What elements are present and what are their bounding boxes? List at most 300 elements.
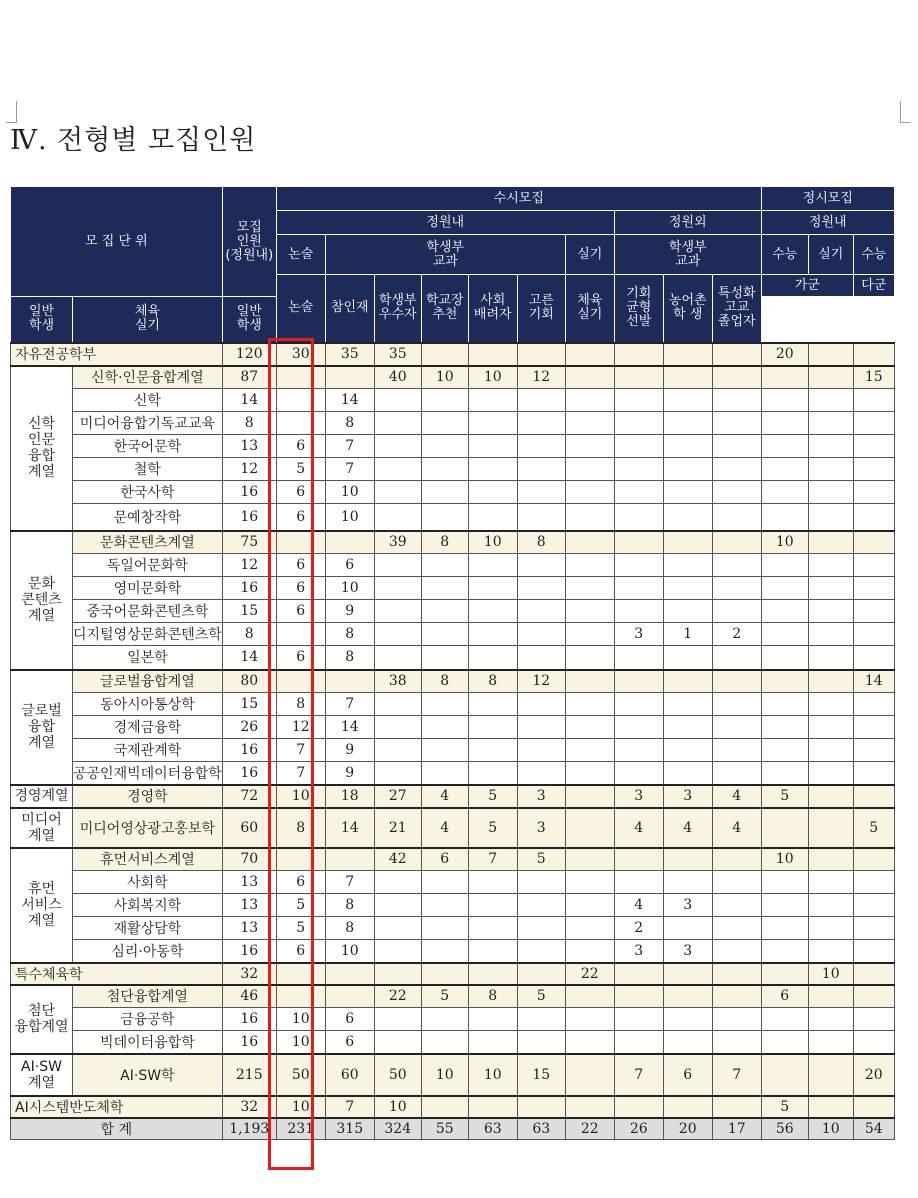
value-cell [374, 1031, 421, 1054]
value-cell [517, 389, 565, 412]
value-cell [374, 716, 421, 739]
value-cell [565, 670, 614, 693]
value-cell [374, 871, 421, 894]
value-cell [712, 481, 761, 504]
value-cell: 10 [276, 785, 325, 808]
header-col-2: 학생부 우수자 [374, 275, 421, 343]
value-cell [468, 389, 517, 412]
value-cell [808, 366, 853, 389]
unit-label: 빅데이터융합학 [73, 1031, 223, 1054]
value-cell [614, 670, 663, 693]
value-cell [712, 1008, 761, 1031]
value-cell [712, 504, 761, 531]
value-cell [663, 554, 712, 577]
value-cell [853, 785, 894, 808]
unit-label: 미디어융합기독교교육 [73, 412, 223, 435]
value-cell [468, 871, 517, 894]
value-cell [517, 1031, 565, 1054]
value-cell [712, 343, 761, 366]
header-col-6: 체육 실기 [565, 275, 614, 343]
group-label: 휴먼 서비스 계열 [11, 848, 73, 963]
total-value: 54 [853, 1118, 894, 1140]
value-cell [421, 762, 468, 785]
value-cell: 14 [325, 808, 374, 848]
value-cell: 9 [325, 739, 374, 762]
value-cell [517, 554, 565, 577]
page-title: Ⅳ. 전형별 모집인원 [10, 125, 257, 156]
value-cell [421, 481, 468, 504]
value-cell: 5 [421, 985, 468, 1008]
value-cell [761, 600, 808, 623]
value-cell [853, 762, 894, 785]
table-row [11, 716, 895, 739]
value-cell [517, 716, 565, 739]
value-cell: 35 [374, 343, 421, 366]
value-cell [565, 894, 614, 917]
value-cell [853, 389, 894, 412]
total-value: 315 [325, 1118, 374, 1140]
total-value: 63 [517, 1118, 565, 1140]
table-row [11, 808, 895, 848]
value-cell [712, 1096, 761, 1118]
value-cell [565, 389, 614, 412]
value-cell: 5 [276, 894, 325, 917]
value-cell [421, 1008, 468, 1031]
value-cell: 8 [325, 646, 374, 670]
quota-cell: 75 [222, 531, 276, 554]
value-cell [712, 739, 761, 762]
value-cell: 15 [517, 1054, 565, 1096]
value-cell [808, 871, 853, 894]
table-row [11, 412, 895, 435]
value-cell: 7 [325, 871, 374, 894]
value-cell [761, 646, 808, 670]
value-cell: 30 [276, 343, 325, 366]
value-cell [517, 940, 565, 963]
value-cell [374, 481, 421, 504]
value-cell [565, 554, 614, 577]
value-cell [712, 894, 761, 917]
value-cell [808, 435, 853, 458]
header-gagun: 가군 [761, 275, 853, 297]
value-cell [663, 600, 712, 623]
table-row [11, 600, 895, 623]
value-cell [468, 762, 517, 785]
value-cell [853, 848, 894, 871]
value-cell [614, 848, 663, 871]
value-cell [374, 762, 421, 785]
total-value: 22 [565, 1118, 614, 1140]
value-cell: 6 [276, 435, 325, 458]
value-cell [374, 412, 421, 435]
unit-label: 글로벌융합계열 [73, 670, 223, 693]
value-cell [565, 785, 614, 808]
quota-cell: 80 [222, 670, 276, 693]
value-cell: 10 [374, 1096, 421, 1118]
value-cell [712, 848, 761, 871]
table-row [11, 785, 895, 808]
value-cell [517, 577, 565, 600]
value-cell [374, 554, 421, 577]
value-cell: 7 [325, 1096, 374, 1118]
value-cell: 39 [374, 531, 421, 554]
value-cell [517, 412, 565, 435]
value-cell [468, 435, 517, 458]
value-cell [276, 623, 325, 646]
value-cell [614, 1031, 663, 1054]
value-cell [761, 389, 808, 412]
value-cell [853, 871, 894, 894]
unit-label: 경제금융학 [73, 716, 223, 739]
value-cell: 9 [325, 762, 374, 785]
value-cell [565, 481, 614, 504]
value-cell [761, 940, 808, 963]
value-cell [761, 808, 808, 848]
value-cell [468, 963, 517, 985]
group-label: 신학 인문 융합 계열 [11, 366, 73, 531]
value-cell [663, 531, 712, 554]
value-cell: 5 [517, 848, 565, 871]
value-cell: 7 [614, 1054, 663, 1096]
header-susi-out: 정원외 [614, 211, 761, 235]
value-cell [761, 693, 808, 716]
value-cell [853, 940, 894, 963]
header-col-10: 일반 학생 [11, 297, 73, 343]
quota-cell: 16 [222, 762, 276, 785]
value-cell [853, 481, 894, 504]
header-col-8: 농어촌 학 생 [663, 275, 712, 343]
value-cell [421, 739, 468, 762]
value-cell [276, 366, 325, 389]
unit-label: 중국어문화콘텐츠학 [73, 600, 223, 623]
value-cell [808, 785, 853, 808]
value-cell: 10 [276, 1008, 325, 1031]
value-cell [808, 531, 853, 554]
value-cell: 1 [663, 623, 712, 646]
value-cell [421, 389, 468, 412]
value-cell [808, 623, 853, 646]
value-cell [517, 623, 565, 646]
value-cell [468, 554, 517, 577]
value-cell [614, 1096, 663, 1118]
value-cell: 4 [421, 785, 468, 808]
header-hakbu-gyogwa: 학생부 교과 [325, 235, 565, 275]
total-value: 20 [663, 1118, 712, 1140]
unit-label: 한국사학 [73, 481, 223, 504]
value-cell [808, 389, 853, 412]
value-cell: 18 [325, 785, 374, 808]
value-cell [808, 693, 853, 716]
value-cell: 12 [517, 670, 565, 693]
value-cell: 2 [712, 623, 761, 646]
value-cell [853, 1096, 894, 1118]
value-cell [663, 1031, 712, 1054]
value-cell [853, 963, 894, 985]
value-cell [421, 693, 468, 716]
quota-cell: 16 [222, 577, 276, 600]
value-cell [712, 389, 761, 412]
value-cell [565, 985, 614, 1008]
value-cell [808, 739, 853, 762]
value-cell [421, 577, 468, 600]
value-cell [517, 739, 565, 762]
value-cell [276, 531, 325, 554]
value-cell: 5 [517, 985, 565, 1008]
unit-label: 국제관계학 [73, 739, 223, 762]
value-cell: 35 [325, 343, 374, 366]
value-cell [808, 1031, 853, 1054]
value-cell [712, 985, 761, 1008]
value-cell [468, 343, 517, 366]
value-cell: 15 [853, 366, 894, 389]
header-col-9: 특성화 고교 졸업자 [712, 275, 761, 343]
total-value: 10 [808, 1118, 853, 1140]
value-cell [517, 693, 565, 716]
value-cell [374, 577, 421, 600]
value-cell [468, 716, 517, 739]
quota-cell: 16 [222, 481, 276, 504]
value-cell [276, 985, 325, 1008]
value-cell [374, 739, 421, 762]
value-cell [853, 1008, 894, 1031]
value-cell: 7 [325, 435, 374, 458]
value-cell [421, 458, 468, 481]
value-cell: 4 [614, 894, 663, 917]
value-cell [614, 343, 663, 366]
value-cell [808, 504, 853, 531]
table-row [11, 435, 895, 458]
value-cell: 6 [276, 871, 325, 894]
value-cell [712, 531, 761, 554]
total-value: 55 [421, 1118, 468, 1140]
value-cell [808, 940, 853, 963]
value-cell [325, 366, 374, 389]
group-label: AI시스템반도체학 [11, 1096, 223, 1118]
value-cell [374, 600, 421, 623]
value-cell [565, 848, 614, 871]
value-cell [712, 963, 761, 985]
value-cell [468, 693, 517, 716]
table-row [11, 1031, 895, 1054]
value-cell [614, 871, 663, 894]
value-cell [614, 412, 663, 435]
value-cell [614, 577, 663, 600]
value-cell [614, 554, 663, 577]
value-cell [712, 1031, 761, 1054]
value-cell [663, 1096, 712, 1118]
value-cell [374, 389, 421, 412]
value-cell [853, 739, 894, 762]
unit-label: 공공인재빅데이터융합학 [73, 762, 223, 785]
value-cell: 10 [325, 577, 374, 600]
value-cell: 6 [276, 481, 325, 504]
value-cell [808, 894, 853, 917]
value-cell [421, 963, 468, 985]
value-cell [663, 435, 712, 458]
value-cell [565, 808, 614, 848]
value-cell: 14 [853, 670, 894, 693]
header-col-11: 체육 실기 [73, 297, 223, 343]
value-cell [517, 646, 565, 670]
table-row [11, 848, 895, 871]
value-cell: 21 [374, 808, 421, 848]
total-quota: 1,193 [222, 1118, 276, 1140]
value-cell [421, 917, 468, 940]
value-cell [276, 963, 325, 985]
value-cell [663, 963, 712, 985]
quota-cell: 8 [222, 623, 276, 646]
value-cell: 5 [468, 808, 517, 848]
value-cell [663, 646, 712, 670]
value-cell: 14 [325, 716, 374, 739]
header-col-0: 논술 [276, 275, 325, 343]
unit-label: 첨단융합계열 [73, 985, 223, 1008]
quota-cell: 14 [222, 646, 276, 670]
value-cell: 6 [325, 1031, 374, 1054]
value-cell [853, 623, 894, 646]
value-cell [808, 1054, 853, 1096]
table-row [11, 739, 895, 762]
value-cell [663, 917, 712, 940]
unit-label: 한국어문학 [73, 435, 223, 458]
value-cell [808, 716, 853, 739]
value-cell [614, 531, 663, 554]
value-cell [421, 554, 468, 577]
quota-cell: 60 [222, 808, 276, 848]
value-cell: 7 [325, 458, 374, 481]
value-cell [421, 894, 468, 917]
value-cell [761, 894, 808, 917]
value-cell [565, 531, 614, 554]
value-cell [421, 504, 468, 531]
value-cell [565, 646, 614, 670]
value-cell: 10 [468, 531, 517, 554]
unit-label: 재활상담학 [73, 917, 223, 940]
value-cell [663, 577, 712, 600]
value-cell [761, 963, 808, 985]
value-cell [468, 917, 517, 940]
value-cell: 7 [276, 762, 325, 785]
quota-cell: 16 [222, 504, 276, 531]
value-cell [421, 716, 468, 739]
value-cell [517, 481, 565, 504]
value-cell [325, 670, 374, 693]
value-cell [853, 1031, 894, 1054]
value-cell [853, 600, 894, 623]
value-cell: 5 [761, 1096, 808, 1118]
value-cell [468, 940, 517, 963]
value-cell [808, 646, 853, 670]
value-cell [565, 1096, 614, 1118]
table-row [11, 577, 895, 600]
value-cell: 10 [761, 848, 808, 871]
value-cell [374, 504, 421, 531]
value-cell [517, 435, 565, 458]
quota-cell: 14 [222, 389, 276, 412]
header-col-3: 학교장 추천 [421, 275, 468, 343]
unit-label: 휴먼서비스계열 [73, 848, 223, 871]
value-cell: 5 [761, 785, 808, 808]
value-cell [468, 894, 517, 917]
group-label: 미디어 계열 [11, 808, 73, 848]
value-cell [761, 577, 808, 600]
unit-label: 경영학 [73, 785, 223, 808]
value-cell [374, 693, 421, 716]
total-value: 26 [614, 1118, 663, 1140]
value-cell [421, 1031, 468, 1054]
value-cell [421, 412, 468, 435]
value-cell: 3 [614, 940, 663, 963]
value-cell [808, 1096, 853, 1118]
value-cell [712, 871, 761, 894]
value-cell [712, 600, 761, 623]
value-cell [808, 481, 853, 504]
table-row [11, 531, 895, 554]
value-cell [517, 1096, 565, 1118]
header-col-12: 일반 학생 [222, 297, 276, 343]
table-row [11, 1008, 895, 1031]
value-cell: 4 [421, 808, 468, 848]
unit-label: 신학 [73, 389, 223, 412]
unit-label: 동아시아통상학 [73, 693, 223, 716]
value-cell [712, 435, 761, 458]
quota-cell: 12 [222, 458, 276, 481]
value-cell [421, 435, 468, 458]
value-cell [565, 1008, 614, 1031]
value-cell: 6 [276, 504, 325, 531]
value-cell [853, 504, 894, 531]
table-row [11, 481, 895, 504]
value-cell [517, 343, 565, 366]
value-cell: 5 [276, 458, 325, 481]
table-row [11, 646, 895, 670]
value-cell [421, 646, 468, 670]
value-cell [808, 985, 853, 1008]
value-cell: 7 [712, 1054, 761, 1096]
value-cell: 22 [565, 963, 614, 985]
value-cell [761, 716, 808, 739]
value-cell [712, 716, 761, 739]
value-cell [808, 670, 853, 693]
value-cell [853, 458, 894, 481]
value-cell [517, 504, 565, 531]
quota-cell: 13 [222, 871, 276, 894]
value-cell: 8 [468, 670, 517, 693]
quota-cell: 8 [222, 412, 276, 435]
unit-label: 사회복지학 [73, 894, 223, 917]
quota-cell: 16 [222, 940, 276, 963]
header-dagun: 다군 [853, 275, 894, 297]
value-cell [761, 554, 808, 577]
value-cell [663, 389, 712, 412]
unit-label: 디지털영상문화콘텐츠학 [73, 623, 223, 646]
header-susi: 수시모집 [276, 187, 761, 211]
value-cell [808, 554, 853, 577]
value-cell: 2 [614, 917, 663, 940]
value-cell [808, 917, 853, 940]
value-cell: 8 [325, 412, 374, 435]
header-col-1: 참인재 [325, 275, 374, 343]
value-cell: 4 [614, 808, 663, 848]
table-row [11, 762, 895, 785]
table-row [11, 985, 895, 1008]
admission-quota-table [10, 186, 895, 1140]
value-cell [761, 504, 808, 531]
table-row [11, 458, 895, 481]
value-cell [468, 623, 517, 646]
value-cell: 10 [325, 481, 374, 504]
value-cell [761, 739, 808, 762]
